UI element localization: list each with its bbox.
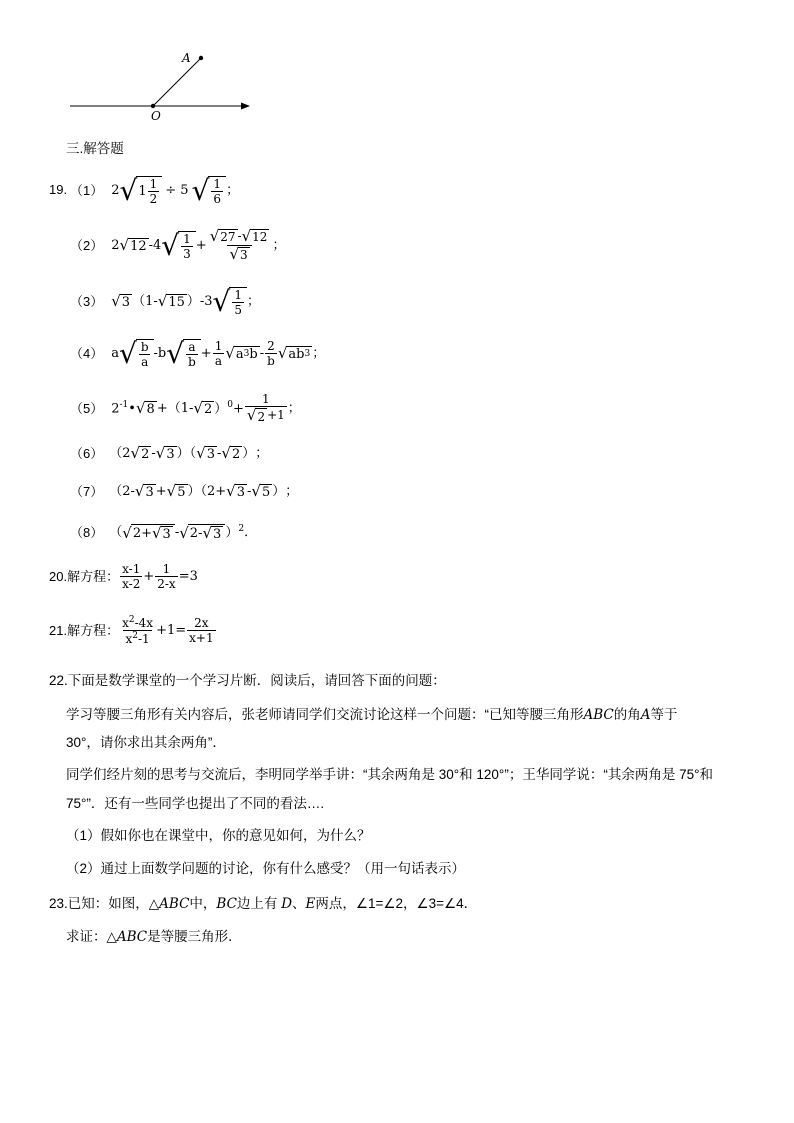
q19-item-2: （2） 2 √ 12 -4 √ $\frac{1}{3}$ + √ 27 - √ 12 √ 3 ； [70, 226, 286, 263]
q19-item-1: （1） 2 √ 1 $\frac{1}{2}$ ÷ 5 √ $\frac{1}{6}$ ； [70, 173, 240, 207]
q22-paragraph-2: 同学们经片刻的思考与交流后，李明同学举手讲：“其余两角是 30°和 120°”；王华同学说：“其余两角是 75°和 [66, 767, 713, 782]
q19-item-8: （8） （ √ 2+ √ 3 - √ 2- √ 3 ）$^2$ ． [70, 523, 258, 542]
q22-paragraph-1-line2: 30°，请你求出其余两角”． [66, 735, 226, 750]
q22-sub-2: （2）通过上面数学问题的讨论，你有什么感受？（用一句话表示） [66, 861, 466, 876]
q19-item-7: （7） （2- √ 3 + √ 5 ）（2+ √ 3 - √ 5 ） ； [70, 481, 299, 500]
q21: 21.解方程： $\frac{x^2-4x}{x^2-1}$ +1= $\frac{2x}{x+1}$ [49, 614, 214, 646]
section-title: 三.解答题 [66, 141, 124, 156]
q23-given: 23.已知：如图，△ABC中，BC边上有 D、E两点，∠1=∠2，∠3=∠4． [49, 896, 478, 912]
q20-label: 20.解方程： [49, 568, 120, 584]
q22-paragraph-1: 学习等腰三角形有关内容后，张老师请同学们交流讨论这样一个问题：“已知等腰三角形ABC的角A等于 [66, 707, 678, 723]
q20: 20.解方程： $\frac{x-1}{x-2}$ + $\frac{1}{2-x}$ =3 [49, 561, 198, 591]
q22-sub-1: （1）假如你也在课堂中，你的意见如何，为什么？ [66, 828, 371, 843]
q19-number: 19. [49, 182, 68, 197]
point-o [151, 104, 155, 108]
label-o: O [151, 109, 161, 123]
q19-item-4: （4） a √ $\frac{b}{a}$ -b √ $\frac{a}{b}$ + $\frac{1}{a}$ √ a 3 b - $\frac{2}{b}$ √ ab 3 ； [70, 336, 326, 370]
q19-item-5: （5） $2^{-1}•$ √ 8 +（1- √ 2 ）$^0$+ 1 √ 2 +1 ； [70, 392, 301, 424]
q22-paragraph-2-line2: 75°”．还有一些同学也提出了不同的看法…. [66, 796, 325, 811]
label-a: A [182, 51, 191, 65]
q19-item-3: （3） √ 3 （1- √ 15 ）-3 √ $\frac{1}{5}$ ； [70, 284, 261, 318]
q21-label: 21.解方程： [49, 622, 120, 638]
q23-prove: 求证：△ABC是等腰三角形． [66, 929, 242, 945]
angle-figure [60, 50, 260, 125]
point-a [199, 56, 203, 60]
q22-intro: 22.下面是数学课堂的一个学习片断．阅读后，请回答下面的问题： [49, 673, 446, 688]
ray-oa [153, 58, 201, 106]
q19-item-6: （6） （2 √ 2 - √ 3 ）（ √ 3 - √ 2 ） ； [70, 443, 269, 462]
arrow-head [241, 103, 250, 110]
